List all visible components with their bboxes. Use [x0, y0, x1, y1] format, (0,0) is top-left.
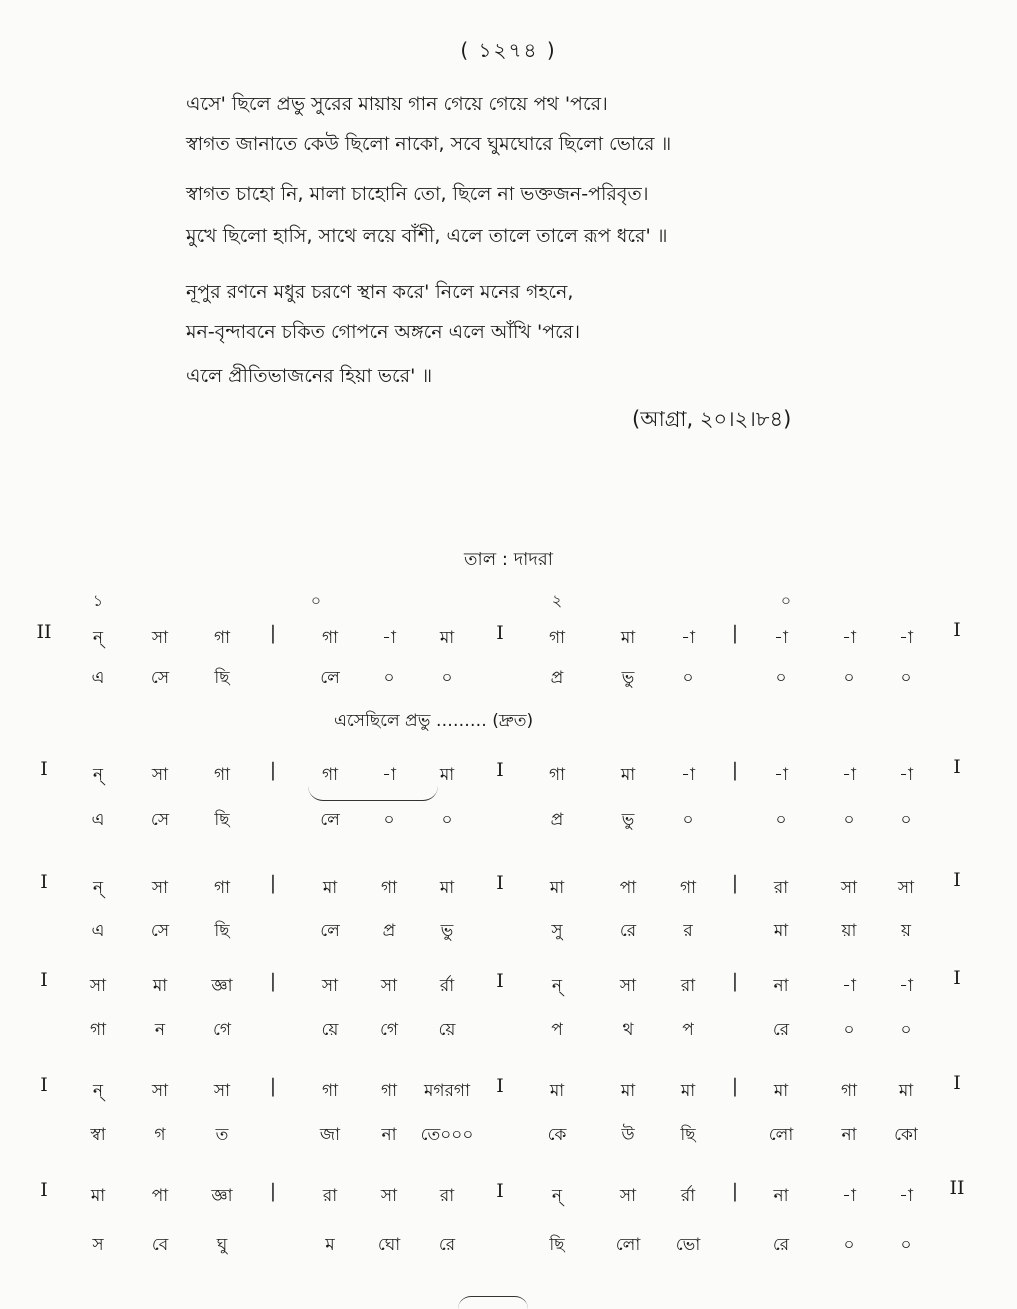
swara-note: জ্ঞা — [211, 976, 233, 996]
swara-note: -া — [899, 628, 913, 648]
lyric-syllable: ম — [325, 1235, 335, 1255]
swara-note: সা — [897, 878, 915, 898]
lyric-syllable: এ — [91, 810, 105, 830]
swara-note: মা — [322, 878, 338, 898]
swara-note: ন্‌ — [92, 1081, 104, 1101]
swara-note: না — [773, 1186, 789, 1206]
lyric-syllable: জা — [319, 1125, 341, 1145]
slur-mark — [308, 786, 438, 801]
lyric-syllable: গ — [154, 1125, 166, 1145]
lyric-syllable: সু — [551, 921, 563, 941]
beat-divider: | — [269, 1075, 277, 1097]
lyric-syllable: ছি — [214, 668, 230, 688]
beat-divider: | — [269, 622, 277, 644]
swara-note: না — [773, 976, 789, 996]
lyric-syllable: ০ — [843, 668, 855, 688]
swara-note: সা — [380, 1186, 398, 1206]
lyric-syllable: প্র — [550, 668, 564, 688]
lyric-syllable: ভু — [621, 810, 635, 830]
swara-note: ন্‌ — [92, 878, 104, 898]
swara-note: জ্ঞা — [211, 1186, 233, 1206]
swara-note: সা — [380, 976, 398, 996]
lyric-line: এসে' ছিলে প্রভু সুরের মায়ায় গান গেয়ে গেয়ে পথ 'পরে। — [186, 93, 608, 115]
lyric-syllable: ০ — [900, 810, 912, 830]
beat-divider: I — [496, 970, 504, 992]
lyric-syllable: য়া — [841, 921, 857, 941]
lyric-syllable: প — [551, 1020, 563, 1040]
beat-divider: I — [496, 872, 504, 894]
lyric-syllable: গে — [379, 1020, 399, 1040]
tempo-note: এসেছিলে প্রভু ……… (দ্রুত) — [334, 711, 534, 731]
swara-note: -া — [899, 765, 913, 785]
date-place: (আগ্রা, ২০।২।৮৪) — [632, 407, 792, 431]
lyric-syllable: সে — [150, 810, 170, 830]
swara-note: ন্‌ — [92, 765, 104, 785]
swara-note: রা — [322, 1186, 338, 1206]
lyric-syllable: স্বা — [90, 1125, 106, 1145]
lyric-syllable: প — [682, 1020, 694, 1040]
beat-divider: | — [731, 622, 739, 644]
lyric-syllable: প্র — [382, 921, 396, 941]
page-bottom-mark — [458, 1296, 528, 1309]
lyric-syllable: কে — [547, 1125, 567, 1145]
lyric-syllable: থ — [622, 1020, 634, 1040]
beat-divider: I — [496, 1075, 504, 1097]
swara-note: ন্‌ — [92, 628, 104, 648]
swara-note: সা — [213, 1081, 231, 1101]
lyric-syllable: না — [381, 1125, 397, 1145]
lyric-syllable: ভু — [440, 921, 454, 941]
swara-note: গা — [213, 765, 231, 785]
swara-note: মা — [620, 628, 636, 648]
swara-note: সা — [840, 878, 858, 898]
swara-note: -া — [899, 1186, 913, 1206]
beat-divider: I — [496, 759, 504, 781]
swara-note: -া — [774, 628, 788, 648]
swara-note: পা — [619, 878, 637, 898]
beat-divider: | — [731, 970, 739, 992]
lyric-syllable: ত — [215, 1125, 229, 1145]
swara-note: ন্‌ — [551, 976, 563, 996]
swara-note: গা — [213, 878, 231, 898]
lyric-syllable: ০ — [843, 1235, 855, 1255]
lyric-syllable: ০ — [441, 668, 453, 688]
swara-note: গা — [380, 1081, 398, 1101]
swara-note: -া — [681, 765, 695, 785]
lyric-syllable: ছি — [214, 810, 230, 830]
lyric-syllable: লো — [768, 1125, 794, 1145]
swara-note: রা — [439, 1186, 455, 1206]
beat-mark: ২ — [551, 591, 563, 610]
swara-note: -া — [842, 1186, 856, 1206]
lyric-syllable: ছি — [680, 1125, 696, 1145]
lyric-syllable: ০ — [775, 810, 787, 830]
lyric-syllable: ছি — [214, 921, 230, 941]
lyric-syllable: ০ — [900, 1020, 912, 1040]
beat-divider: | — [269, 970, 277, 992]
swara-note: র্রা — [439, 976, 455, 996]
swara-note: গা — [213, 628, 231, 648]
swara-note: সা — [151, 628, 169, 648]
lyric-syllable: এ — [91, 921, 105, 941]
lyric-syllable: সে — [150, 668, 170, 688]
lyric-syllable: গা — [89, 1020, 107, 1040]
swara-note: মা — [620, 765, 636, 785]
swara-note: -া — [382, 765, 396, 785]
row-end-bar: II — [949, 1177, 965, 1199]
lyric-syllable: ০ — [775, 668, 787, 688]
swara-note: সা — [89, 976, 107, 996]
swara-note: -া — [842, 628, 856, 648]
lyric-syllable: ০ — [441, 810, 453, 830]
lyric-syllable: রে — [438, 1235, 456, 1255]
swara-note: গা — [548, 628, 566, 648]
row-start-bar: II — [36, 621, 52, 643]
swara-note: গা — [548, 765, 566, 785]
swara-note: মা — [439, 765, 455, 785]
row-end-bar: I — [953, 1072, 961, 1094]
swara-note: -া — [681, 628, 695, 648]
lyric-syllable: য় — [900, 921, 912, 941]
beat-divider: | — [731, 1075, 739, 1097]
swara-note: সা — [151, 878, 169, 898]
swara-note: র্রা — [680, 1186, 696, 1206]
lyric-syllable: কো — [894, 1125, 918, 1145]
lyric-syllable: য়ে — [321, 1020, 339, 1040]
row-start-bar: I — [40, 871, 48, 893]
lyric-line: মুখে ছিলো হাসি, সাথে লয়ে বাঁশী, এলে তালে তালে রূপ ধরে' ॥ — [186, 225, 668, 247]
swara-note: মা — [439, 878, 455, 898]
lyric-syllable: ০ — [843, 1020, 855, 1040]
beat-mark: ০ — [310, 591, 322, 610]
lyric-syllable: য়ে — [438, 1020, 456, 1040]
lyric-syllable: লে — [320, 668, 340, 688]
beat-divider: | — [269, 1180, 277, 1202]
swara-note: মা — [549, 1081, 565, 1101]
lyric-syllable: বে — [151, 1235, 169, 1255]
row-end-bar: I — [953, 869, 961, 891]
lyric-syllable: উ — [621, 1125, 635, 1145]
beat-divider: | — [269, 759, 277, 781]
swara-note: গা — [321, 628, 339, 648]
lyric-line: নূপুর রণনে মধুর চরণে স্থান করে' নিলে মনের গহনে, — [186, 281, 574, 303]
lyric-syllable: ন — [154, 1020, 166, 1040]
beat-divider: I — [496, 1180, 504, 1202]
lyric-syllable: ০ — [682, 810, 694, 830]
lyric-syllable: সে — [150, 921, 170, 941]
swara-note: মা — [90, 1186, 106, 1206]
lyric-syllable: লে — [320, 921, 340, 941]
swara-note: গা — [321, 765, 339, 785]
swara-note: মা — [773, 1081, 789, 1101]
swara-note: মা — [898, 1081, 914, 1101]
lyric-syllable: ০ — [900, 1235, 912, 1255]
beat-divider: | — [731, 872, 739, 894]
lyric-syllable: প্র — [550, 810, 564, 830]
lyric-syllable: ভু — [621, 668, 635, 688]
lyric-syllable: ঘু — [216, 1235, 228, 1255]
swara-note: মা — [549, 878, 565, 898]
swara-note: রা — [680, 976, 696, 996]
lyric-syllable: গে — [212, 1020, 232, 1040]
swara-note: পা — [151, 1186, 169, 1206]
row-end-bar: I — [953, 756, 961, 778]
swara-note: সা — [321, 976, 339, 996]
row-end-bar: I — [953, 619, 961, 641]
lyric-line: স্বাগত চাহো নি, মালা চাহোনি তো, ছিলে না ভক্তজন-পরিবৃত। — [186, 183, 649, 205]
row-start-bar: I — [40, 969, 48, 991]
swara-note: -া — [842, 976, 856, 996]
row-start-bar: I — [40, 758, 48, 780]
lyric-syllable: ছি — [549, 1235, 565, 1255]
row-end-bar: I — [953, 967, 961, 989]
swara-note: মা — [439, 628, 455, 648]
lyric-syllable: লো — [615, 1235, 641, 1255]
row-start-bar: I — [40, 1179, 48, 1201]
lyric-syllable: রে — [619, 921, 637, 941]
swara-note: মা — [620, 1081, 636, 1101]
swara-note: সা — [619, 1186, 637, 1206]
lyric-syllable: ভো — [675, 1235, 701, 1255]
beat-divider: | — [269, 872, 277, 894]
lyric-syllable: রে — [772, 1235, 790, 1255]
lyric-syllable: না — [841, 1125, 857, 1145]
beat-divider: I — [496, 622, 504, 644]
lyric-syllable: স — [92, 1235, 104, 1255]
swara-note: সা — [151, 765, 169, 785]
lyric-syllable: রে — [772, 1020, 790, 1040]
swara-note: সা — [619, 976, 637, 996]
beat-divider: | — [731, 759, 739, 781]
swara-note: মা — [680, 1081, 696, 1101]
lyric-line: এলে প্রীতিভাজনের হিয়া ভরে' ॥ — [186, 365, 433, 387]
beat-divider: | — [731, 1180, 739, 1202]
lyric-syllable: ০ — [900, 668, 912, 688]
page-number: ( ১২৭৪ ) — [460, 38, 557, 62]
swara-note: গা — [380, 878, 398, 898]
taal-heading: তাল : দাদরা — [464, 549, 553, 570]
swara-note: -া — [774, 765, 788, 785]
lyric-syllable: র — [683, 921, 693, 941]
swara-note: মগরগা — [423, 1081, 471, 1101]
lyric-syllable: ০ — [682, 668, 694, 688]
lyric-syllable: ০ — [383, 810, 395, 830]
swara-note: -া — [899, 976, 913, 996]
beat-mark: ১ — [92, 591, 104, 610]
lyric-syllable: লে — [320, 810, 340, 830]
swara-note: ন্‌ — [551, 1186, 563, 1206]
lyric-syllable: ০ — [383, 668, 395, 688]
swara-note: সা — [151, 1081, 169, 1101]
swara-note: গা — [840, 1081, 858, 1101]
row-start-bar: I — [40, 1074, 48, 1096]
swara-note: মা — [152, 976, 168, 996]
lyric-syllable: মা — [773, 921, 789, 941]
swara-note: -া — [382, 628, 396, 648]
swara-note: -া — [842, 765, 856, 785]
swara-note: গা — [679, 878, 697, 898]
lyric-syllable: ০ — [843, 810, 855, 830]
swara-note: গা — [321, 1081, 339, 1101]
swara-note: রা — [773, 878, 789, 898]
lyric-line: স্বাগত জানাতে কেউ ছিলো নাকো, সবে ঘুমঘোরে ছিলো ভোরে ॥ — [186, 133, 672, 155]
lyric-syllable: তে০০০ — [420, 1125, 474, 1145]
lyric-syllable: এ — [91, 668, 105, 688]
lyric-line: মন-বৃন্দাবনে চকিত গোপনে অঙ্গনে এলে আঁখি 'পরে। — [186, 321, 580, 343]
beat-mark: ০ — [780, 591, 792, 610]
lyric-syllable: ঘো — [377, 1235, 401, 1255]
